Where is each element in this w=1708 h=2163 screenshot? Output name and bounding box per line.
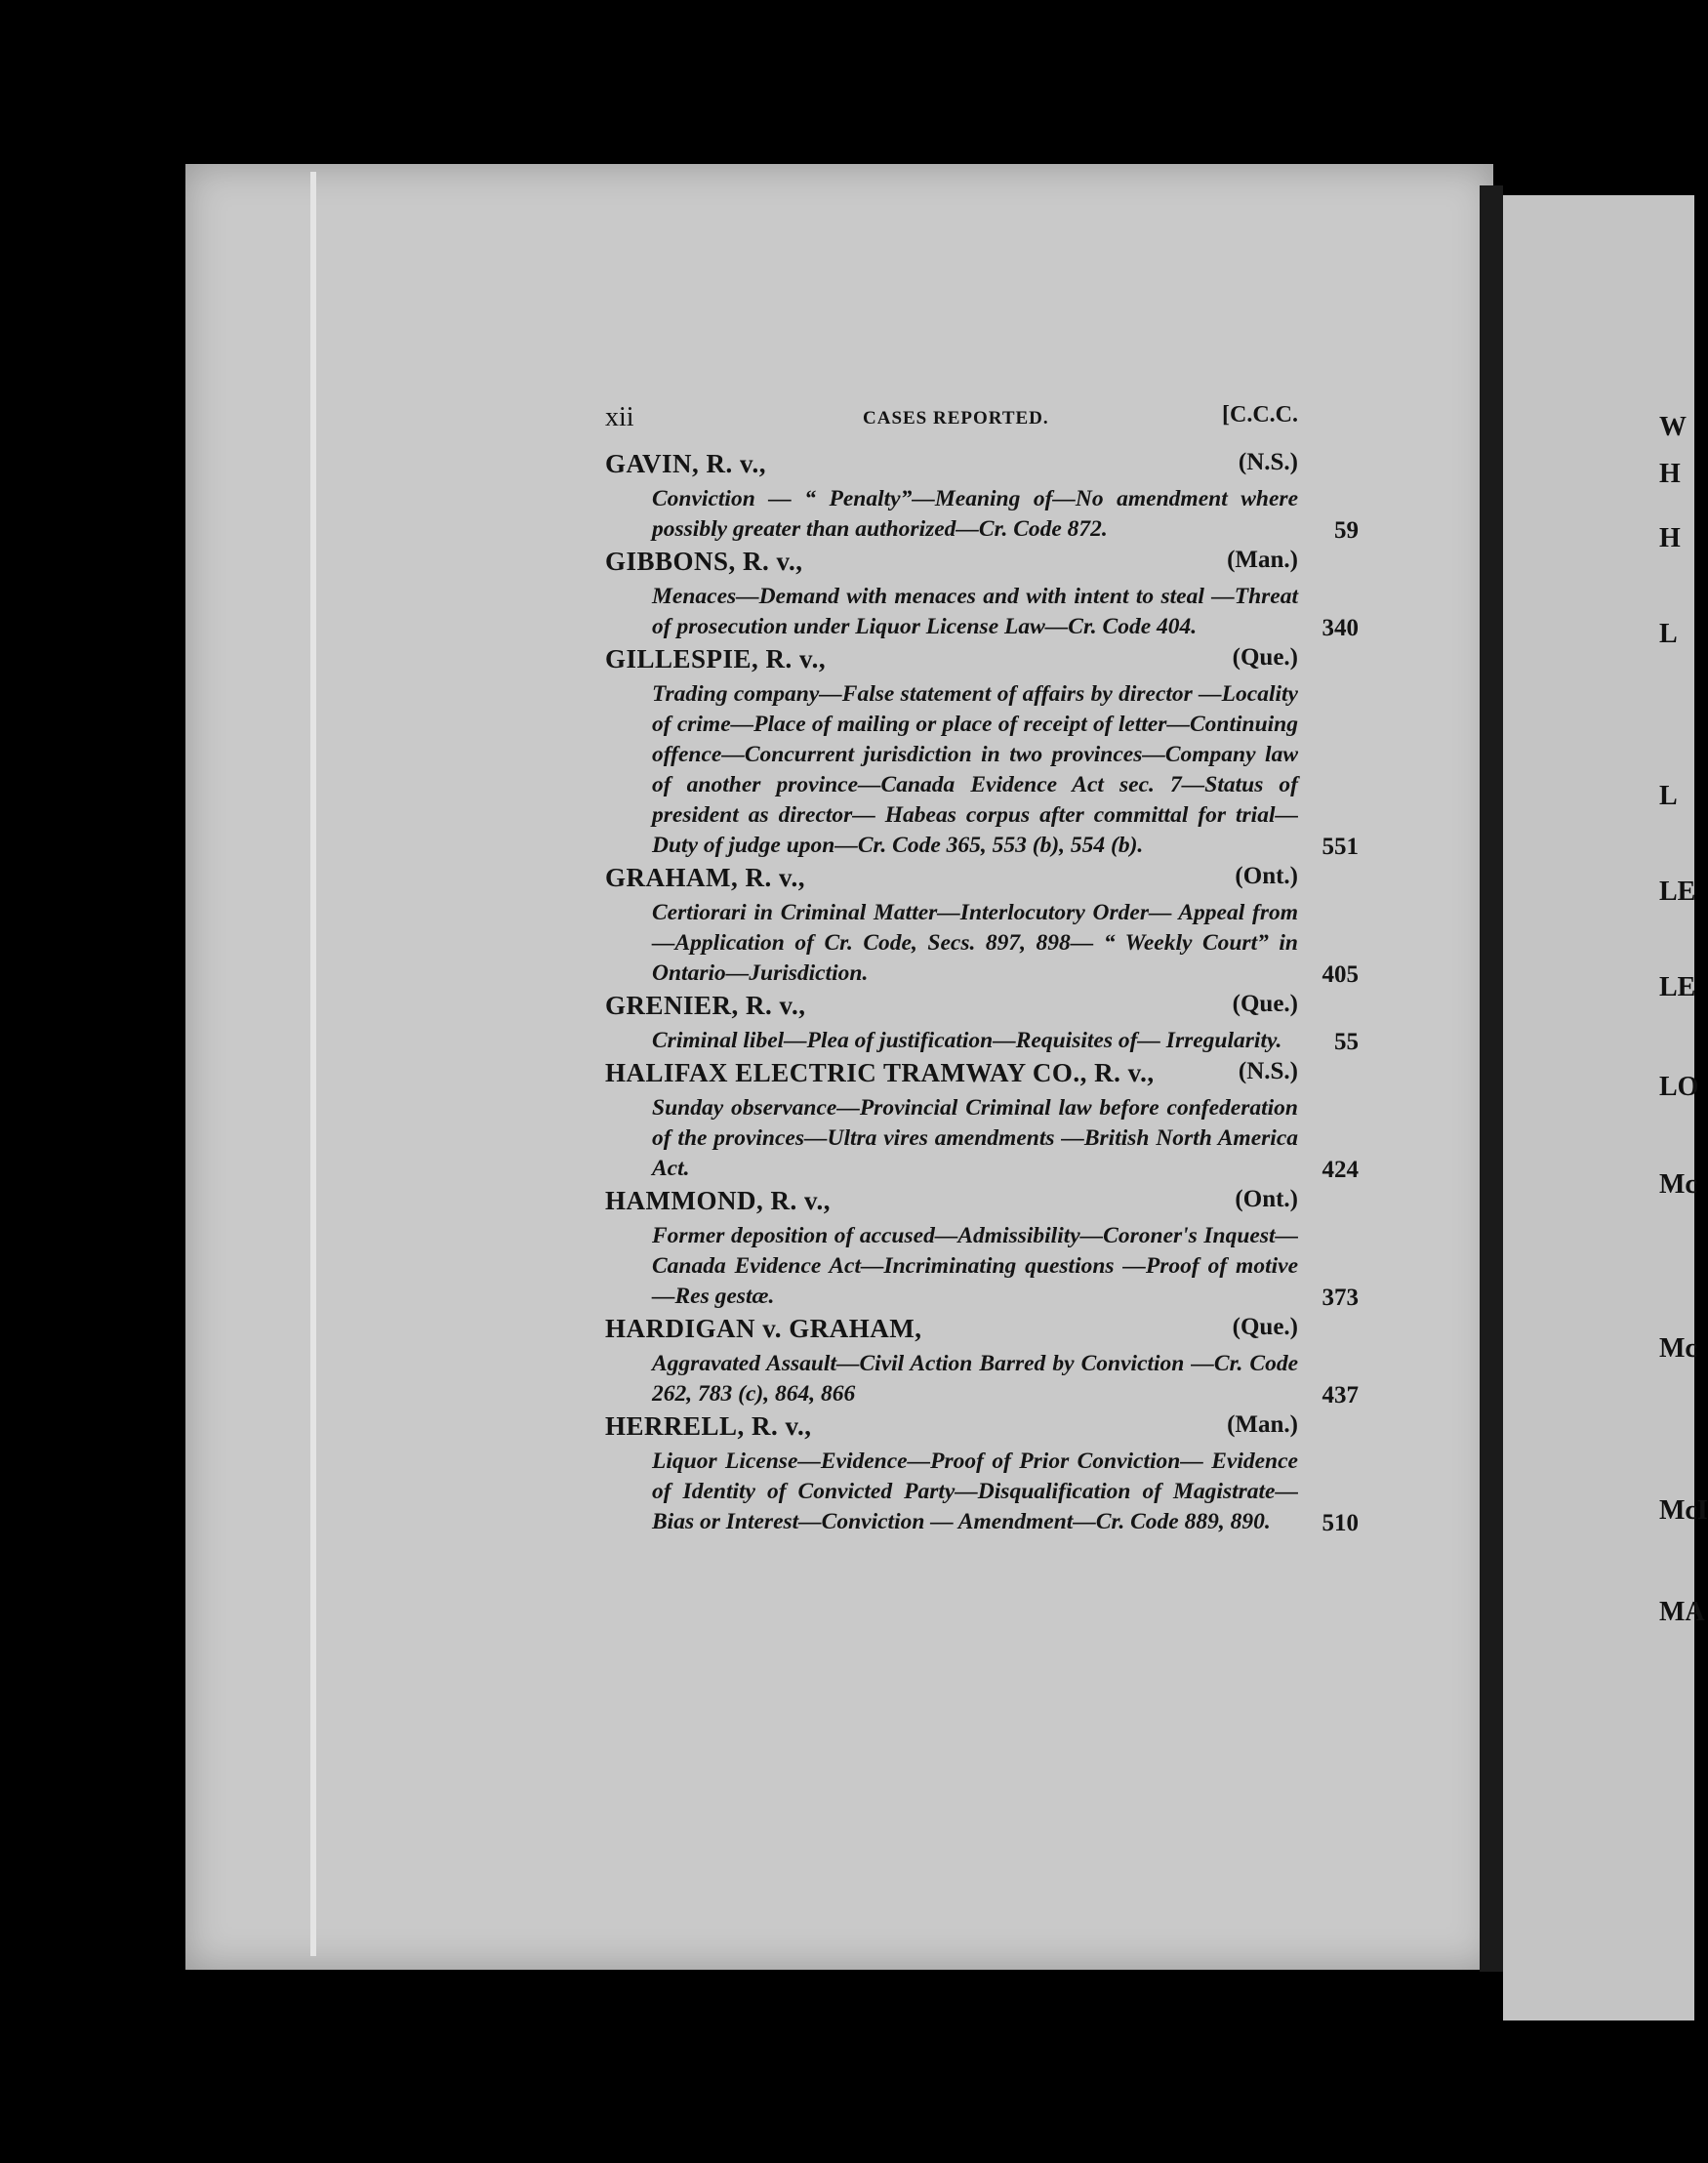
page-reference: 551: [1322, 834, 1359, 860]
edge-text: Mc: [1659, 1333, 1697, 1364]
page-reference: 59: [1334, 517, 1359, 544]
edge-text: McI: [1659, 1495, 1708, 1526]
case-entry: [605, 1186, 1359, 1312]
province: (Que.): [1232, 644, 1298, 671]
case-description: Conviction — “ Penalty”—Meaning of—No amendment where possibly greater than authorized—Cr. Code 872.: [652, 486, 1298, 542]
edge-text: LE: [1659, 877, 1696, 907]
edge-text: LE: [1659, 972, 1696, 1002]
province: (Que.): [1232, 991, 1298, 1017]
edge-text: Mc: [1659, 1169, 1697, 1200]
province: (N.S.): [1238, 449, 1298, 475]
index-page: [605, 402, 1359, 1537]
case-description: Menaces—Demand with menaces and with intent to steal —Threat of prosecution under Liquor License Law—Cr. Code 404.: [652, 584, 1298, 639]
edge-text: LO: [1659, 1072, 1699, 1102]
page-header: [605, 402, 1298, 447]
book-gutter: [1480, 185, 1503, 1972]
page-reference: 424: [1322, 1157, 1359, 1183]
running-title: CASES REPORTED.: [863, 408, 1049, 429]
case-name: GILLESPIE, R. v.,: [605, 644, 827, 673]
case-entry: [605, 1314, 1359, 1409]
right-page-edge: [1503, 195, 1708, 2020]
case-description: Aggravated Assault—Civil Action Barred by Conviction —Cr. Code 262, 783 (c), 864, 866: [652, 1351, 1298, 1407]
case-description: Criminal libel—Plea of justification—Requisites of— Irregularity.: [652, 1028, 1282, 1053]
case-entry: [605, 991, 1359, 1056]
case-name: HAMMOND, R. v.,: [605, 1186, 831, 1215]
case-entry: [605, 644, 1359, 861]
page-reference: 55: [1334, 1029, 1359, 1055]
province: (Man.): [1227, 1411, 1298, 1438]
edge-text: H: [1659, 459, 1681, 489]
edge-text: L: [1659, 781, 1678, 811]
case-description: Liquor License—Evidence—Proof of Prior Conviction— Evidence of Identity of Convicted Party—Disqualification of Magistrate—Bias or Interest—Conviction — Amendment—Cr. Code 889, 890.: [652, 1449, 1298, 1534]
province: (Ont.): [1235, 1186, 1298, 1212]
page-reference: 510: [1322, 1510, 1359, 1536]
case-name: GRENIER, R. v.,: [605, 991, 806, 1020]
case-name: GAVIN, R. v.,: [605, 449, 767, 478]
case-name: GIBBONS, R. v.,: [605, 547, 803, 576]
series-label: [C.C.C.: [1222, 402, 1298, 428]
province: (Que.): [1232, 1314, 1298, 1340]
case-name: HALIFAX ELECTRIC TRAMWAY CO., R. v.,: [605, 1058, 1155, 1087]
page-reference: 437: [1322, 1382, 1359, 1408]
case-entry: [605, 1411, 1359, 1537]
page-reference: 405: [1322, 961, 1359, 988]
case-description: Sunday observance—Provincial Criminal law before confederation of the provinces—Ultra vires amendments —British North America Act.: [652, 1095, 1298, 1181]
province: (Ont.): [1235, 863, 1298, 889]
case-description: Former deposition of accused—Admissibility—Coroner's Inquest—Canada Evidence Act—Incriminating questions —Proof of motive—Res gestæ.: [652, 1223, 1298, 1309]
case-entry: [605, 547, 1359, 642]
edge-text: L: [1659, 619, 1678, 649]
case-description: Trading company—False statement of affairs by director —Locality of crime—Place of mailing or place of receipt of letter—Continuing offence—Concurrent jurisdiction in two provinces—Company law of another province—Canada Evidence Act sec. 7—Status of president as director— Habeas corpus after committal for trial—Duty of judge upon—Cr. Code 365, 553 (b), 554 (b).: [652, 681, 1298, 858]
case-entry: [605, 449, 1359, 545]
page-number: xii: [605, 402, 634, 432]
page-reference: 340: [1322, 615, 1359, 641]
edge-text: H: [1659, 523, 1681, 553]
province: (N.S.): [1238, 1058, 1298, 1084]
page-reference: 373: [1322, 1285, 1359, 1311]
case-entry: [605, 863, 1359, 989]
case-entry: [605, 1058, 1359, 1184]
case-name: HARDIGAN v. GRAHAM,: [605, 1314, 922, 1343]
case-name: HERRELL, R. v.,: [605, 1411, 812, 1441]
edge-text: MA: [1659, 1597, 1705, 1627]
province: (Man.): [1227, 547, 1298, 573]
case-description: Certiorari in Criminal Matter—Interlocutory Order— Appeal from—Application of Cr. Code, Secs. 897, 898— “ Weekly Court” in Ontario—Jurisdiction.: [652, 900, 1298, 986]
edge-text: W: [1659, 412, 1687, 442]
case-name: GRAHAM, R. v.,: [605, 863, 805, 892]
